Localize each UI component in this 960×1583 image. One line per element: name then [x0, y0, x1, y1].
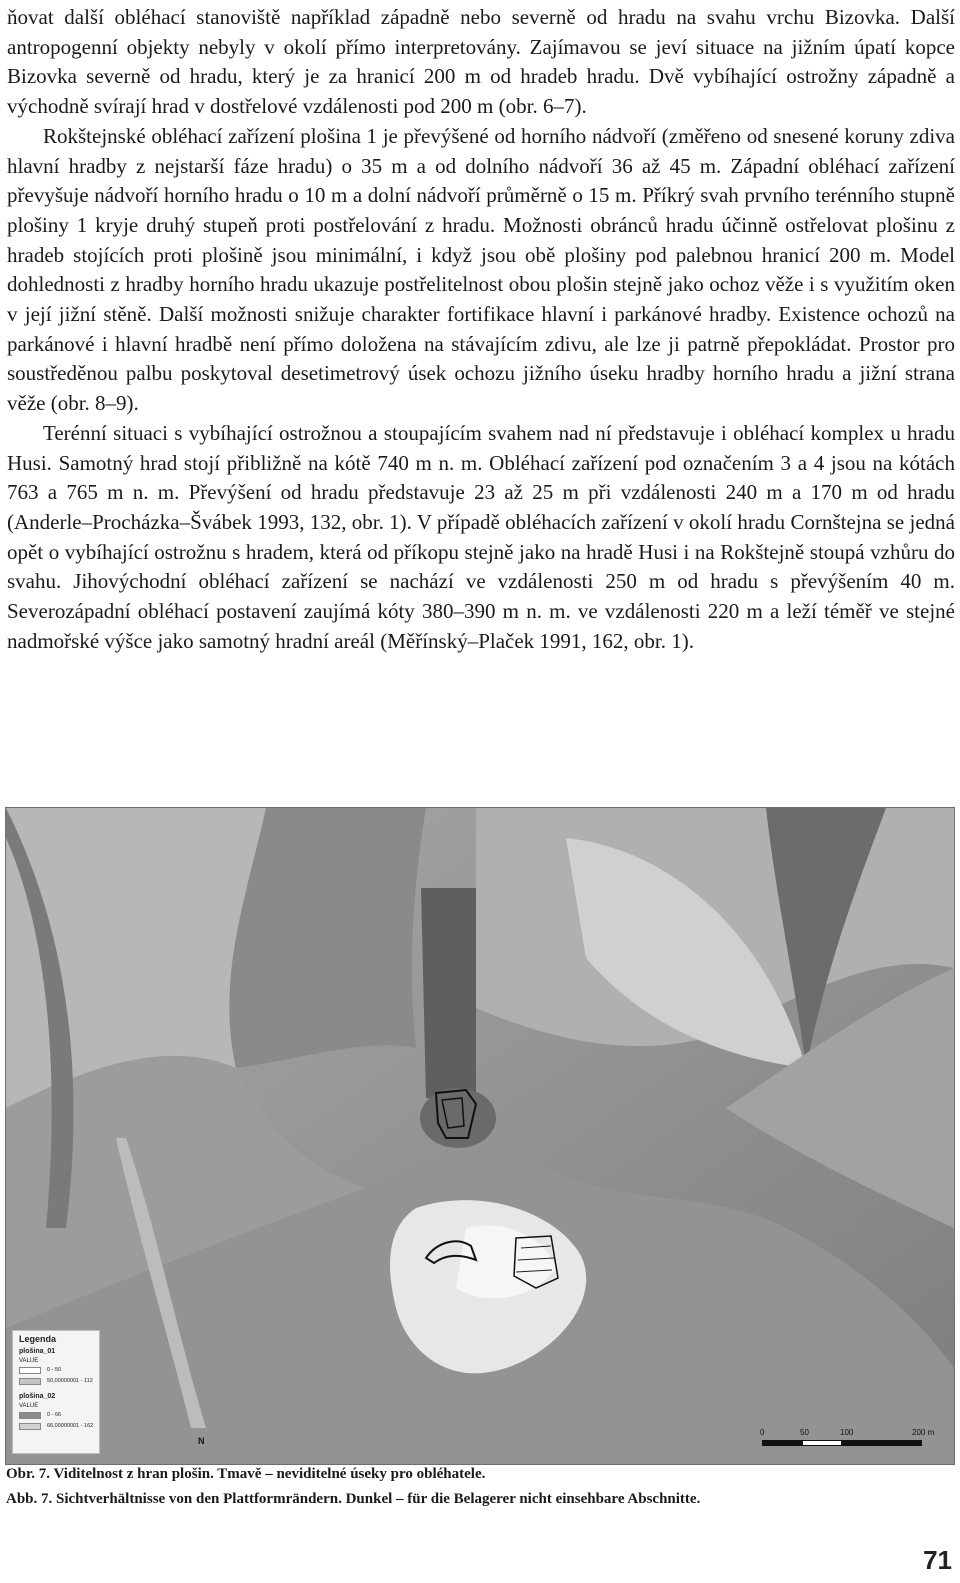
terrain-map: [6, 808, 954, 1464]
legend-swatch: [19, 1367, 41, 1374]
body-text: [7, 3, 955, 656]
scale-tick: 0: [760, 1428, 765, 1437]
legend-value-label: VALUE: [19, 1403, 39, 1409]
figure-caption-de: Abb. 7. Sichtverhältnisse von den Plattformrändern. Dunkel – für die Belagerer nicht einsehbare Abschnitte.: [6, 1491, 701, 1507]
north-arrow-label: N: [198, 1436, 205, 1446]
scale-bar: [762, 1428, 942, 1452]
paragraph: Terénní situaci s vybíhající ostrožnou a stoupajícím svahem nad ní představuje i obléhací komplex u hradu Husi. Samotný hrad stojí přibližně na kótě 740 m n. m. Obléhací zařízení pod označením 3 a 4 jsou na kótách 763 a 765 m n. m. Převýšení od hradu představuje 23 až 25 m při vzdálenosti 240 m a 170 m od hradu (Anderle–Procházka–Švábek 1993, 132, obr. 1). V případě obléhacích zařízení v okolí hradu Cornštejna se jedná opět o vybíhající ostrožnu s hradem, která od příkopu stejně jako na hradě Husi i na Rokštejně stoupá vzhůru do svahu. Jihovýchodní obléhací zařízení se nachází ve vzdálenosti 250 m od hradu s převýšením 40 m. Severozápadní obléhací postavení zaujímá kóty 380–390 m n. m. ve vzdálenosti 220 m a leží téměř ve stejné nadmořské výšce jako samotný hradní areál (Měřínský–Plaček 1991, 162, obr. 1).: [7, 420, 955, 653]
hidden-zone: [421, 888, 476, 1098]
paragraph: Rokštejnské obléhací zařízení plošina 1 je převýšené od horního nádvoří (změřeno od snesené koruny zdiva hlavní hradby z nejstarší fáze hradu) o 35 m a od dolního nádvoří 36 až 45 m. Západní obléhací zařízení převyšuje nádvoří horního hradu o 10 m a dolní nádvoří průměrně o 15 m. Příkrý svah prvního terénního stupně plošiny 1 kryje druhý stupeň proti postřelování z hradu. Možnosti obránců hradu účinně ostřelovat plošinu z hradeb stojících proti plošině jsou minimální, i když jsou obě plošiny pod palebnou hranicí 200 m. Model dohlednosti z hradby horního hradu ukazuje postřelitelnost obou plošin stejně jako ochoz věže i s využitím oken v její jižní stěně. Další možnosti snižuje charakter fortifikace hlavní i parkánové hradby. Existence ochozů na parkánové i hlavní hradbě není přímo doložena na stávajícím zdivu, ale lze ji patrně přepokládat. Prostor pro soustředěnou palbu poskytoval desetimetrový úsek ochozu jižního úseku hradby horního hradu a jižní strana věže (obr. 8–9).: [7, 123, 955, 416]
legend-range: 66,00000001 - 162: [47, 1423, 94, 1429]
scale-segment: [762, 1440, 802, 1446]
scale-segment: [802, 1440, 842, 1446]
page-number: 71: [923, 1545, 952, 1575]
legend-swatch: [19, 1423, 41, 1430]
scale-tick: 100: [840, 1428, 854, 1437]
legend-value-label: VALUE: [19, 1358, 39, 1364]
visibility-map-figure: [5, 807, 955, 1465]
legend-title: Legenda: [19, 1334, 57, 1344]
figure-caption-cz: Obr. 7. Viditelnost z hran plošin. Tmavě – neviditelné úseky pro obléhatele.: [6, 1466, 486, 1482]
legend-range: 0 - 50: [47, 1367, 62, 1373]
legend-swatch: [19, 1412, 41, 1419]
map-legend: [12, 1330, 100, 1454]
paragraph: ňovat další obléhací stanoviště například západně nebo severně od hradu na svahu vrchu Bizovka. Další antropogenní objekty nebyly v okolí přímo interpretovány. Zajímavou se jeví situace na jižním úpatí kopce Bizovka severně od hradu, který je za hranicí 200 m od hradeb hradu. Dvě vybíhající ostrožny západně a východně svírají hrad v dostřelové vzdálenosti pod 200 m (obr. 6–7).: [7, 5, 955, 119]
legend-range: 50,00000001 - 112: [47, 1378, 93, 1384]
legend-swatch: [19, 1378, 41, 1385]
terrain-zone: [229, 808, 426, 1068]
scale-tick: 200 m: [912, 1428, 935, 1437]
legend-layer-name: plošina_01: [19, 1348, 56, 1355]
legend-layer-name: plošina_02: [19, 1393, 56, 1400]
scale-segment: [842, 1440, 922, 1446]
scale-tick: 50: [800, 1428, 809, 1437]
legend-range: 0 - 66: [47, 1412, 62, 1418]
